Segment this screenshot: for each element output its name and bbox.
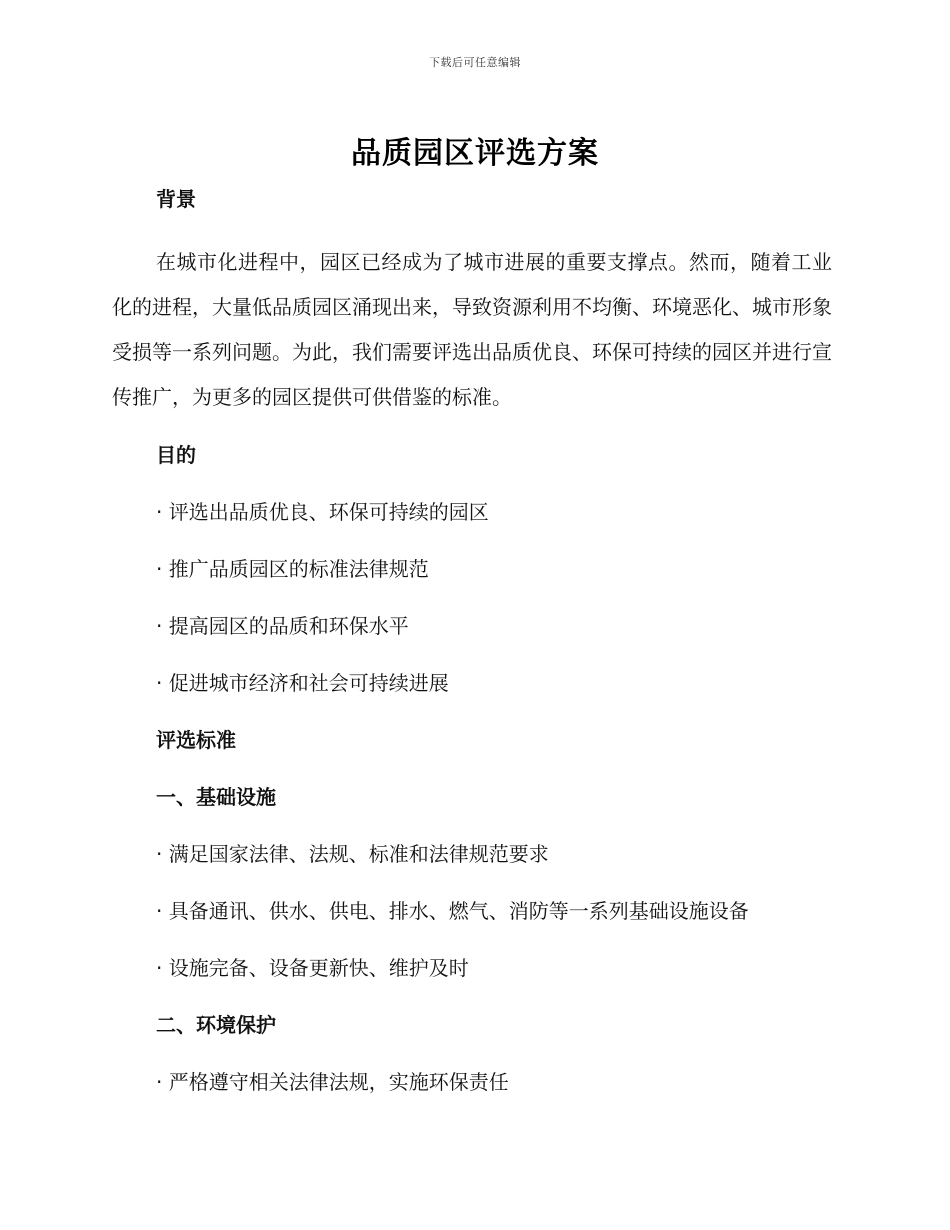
infrastructure-item: · 具备通讯、供水、供电、排水、燃气、消防等一系列基础设施设备 [156, 899, 749, 923]
section-heading-background: 背景 [156, 187, 196, 211]
purpose-item: · 推广品质园区的标准法律规范 [156, 557, 429, 581]
purpose-item: · 促进城市经济和社会可持续进展 [156, 671, 449, 695]
environment-item: · 严格遵守相关法律法规，实施环保责任 [156, 1070, 509, 1094]
section-heading-infrastructure: 一、基础设施 [156, 785, 276, 809]
section-heading-purpose: 目的 [156, 443, 196, 467]
infrastructure-item: · 设施完备、设备更新快、维护及时 [156, 956, 469, 980]
background-paragraph: 在城市化进程中，园区已经成为了城市进展的重要支撑点。然而，随着工业化的进程，大量低品质园区涌现出来，导致资源利用不均衡、环境恶化、城市形象受损等一系列问题。为此，我们需要评选出品质优良、环保可持续的园区并进行宣传推广，为更多的园区提供可供借鉴的标准。 [112, 250, 832, 409]
purpose-item: · 提高园区的品质和环保水平 [156, 614, 409, 638]
section-heading-criteria: 评选标准 [156, 728, 236, 752]
section-heading-environment: 二、环境保护 [156, 1013, 276, 1037]
document-body [112, 184, 832, 1097]
document-title: 品质园区评选方案 [351, 136, 599, 171]
header-note: 下载后可任意编辑 [429, 56, 521, 69]
infrastructure-item: · 满足国家法律、法规、标准和法律规范要求 [156, 842, 549, 866]
purpose-item: · 评选出品质优良、环保可持续的园区 [156, 500, 489, 524]
